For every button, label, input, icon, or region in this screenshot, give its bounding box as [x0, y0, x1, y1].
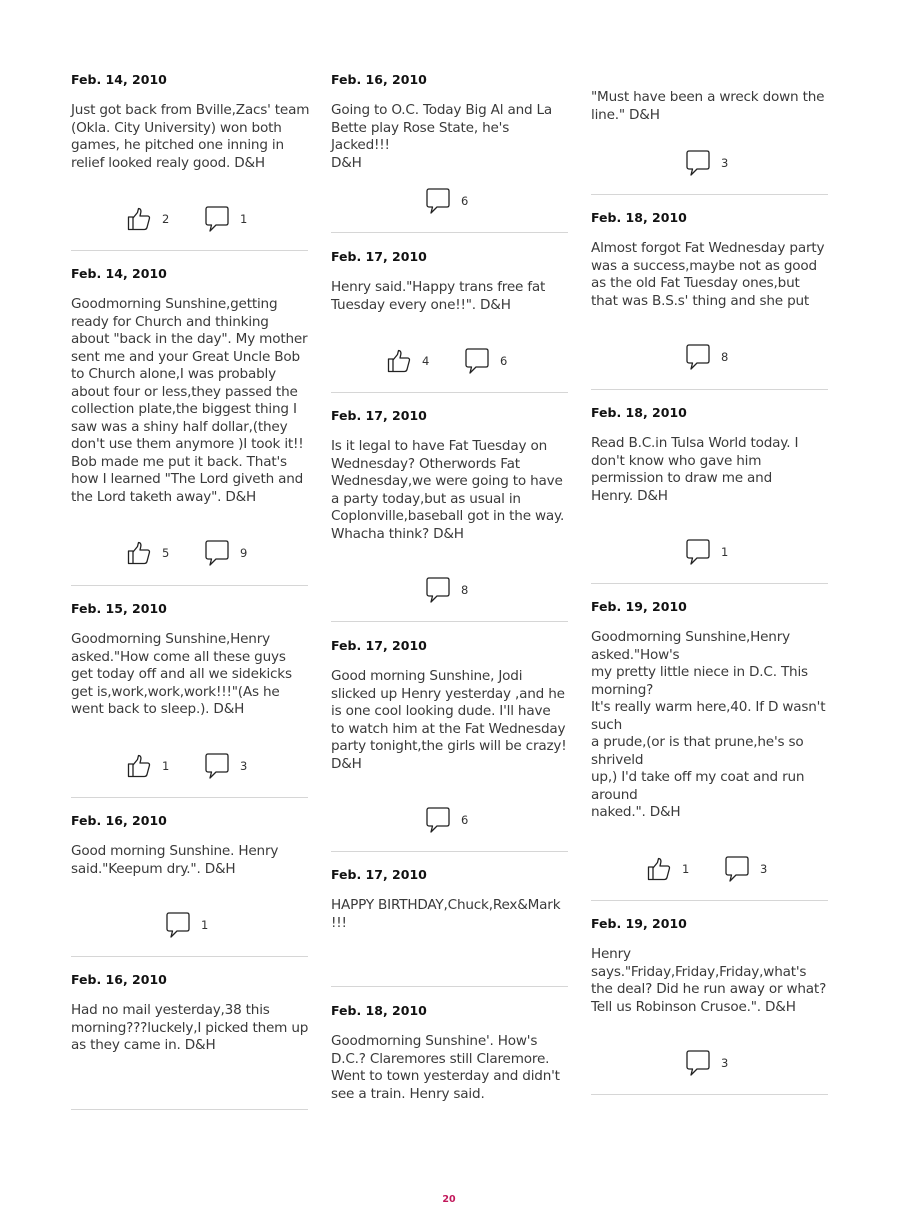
- post-reactions: [71, 206, 308, 232]
- comment-count: 8: [721, 350, 729, 364]
- divider: [591, 900, 828, 901]
- post-text: Goodmorning Sunshine'. How's D.C.? Claremores still Claremore. Went to town yesterday and didn't see a train. Henry said.: [331, 1033, 560, 1102]
- divider: [71, 250, 308, 251]
- divider: [591, 194, 828, 195]
- comment-count: 6: [461, 194, 469, 208]
- post-date: Feb. 17, 2010: [331, 408, 427, 423]
- post-date: Feb. 16, 2010: [331, 72, 427, 87]
- post-text: Just got back from Bville,Zacs' team (Okla. City University) won both games, he pitched one inning in relief looked realy good. D&H: [71, 102, 310, 171]
- post-text: Read B.C.in Tulsa World today. I don't know who gave him permission to draw me and Henry. D&H: [591, 435, 799, 504]
- like-button[interactable]: [127, 540, 169, 566]
- comment-bubble-icon: [725, 856, 749, 882]
- divider: [71, 956, 308, 957]
- comment-button[interactable]: [426, 188, 468, 214]
- post-date: Feb. 18, 2010: [591, 210, 687, 225]
- comment-button[interactable]: [166, 912, 208, 938]
- like-button[interactable]: [127, 753, 169, 779]
- comment-count: 6: [500, 354, 508, 368]
- comment-button[interactable]: [426, 577, 468, 603]
- post-text: "Must have been a wreck down the line." D&H: [591, 89, 825, 123]
- post-date: Feb. 16, 2010: [71, 972, 167, 987]
- comment-bubble-icon: [205, 540, 229, 566]
- comment-count: 3: [721, 156, 729, 170]
- comment-bubble-icon: [686, 1050, 710, 1076]
- comment-button[interactable]: [205, 206, 247, 232]
- post-reactions: [591, 1050, 828, 1076]
- post-date: Feb. 14, 2010: [71, 266, 167, 281]
- like-count: 1: [682, 862, 690, 876]
- like-count: 4: [422, 354, 430, 368]
- like-count: 5: [162, 546, 170, 560]
- post-reactions: [331, 348, 568, 374]
- thumbs-up-icon: [127, 207, 151, 231]
- comment-button[interactable]: [205, 540, 247, 566]
- comment-button[interactable]: [686, 150, 728, 176]
- post-text: Goodmorning Sunshine,Henry asked."How's my pretty little niece in D.C. This morning? It's really warm here,40. If D wasn't such a prude,(or is that prune,he's so shriveld up,) I'd take off my coat and run around naked.". D&H: [591, 629, 826, 820]
- comment-count: 1: [240, 212, 248, 226]
- post-reactions: [331, 188, 568, 214]
- comment-count: 3: [760, 862, 768, 876]
- post-text: Henry says."Friday,Friday,Friday,what's the deal? Did he run away or what? Tell us Robinson Crusoe.". D&H: [591, 946, 827, 1015]
- comment-bubble-icon: [465, 348, 489, 374]
- comment-count: 1: [201, 918, 209, 932]
- comment-bubble-icon: [205, 753, 229, 779]
- post-reactions: [71, 540, 308, 566]
- divider: [331, 851, 568, 852]
- divider: [71, 585, 308, 586]
- comment-button[interactable]: [686, 539, 728, 565]
- comment-count: 1: [721, 545, 729, 559]
- post-text: Goodmorning Sunshine,Henry asked."How come all these guys get today off and all we sidekicks get is,work,work,work!!!"(As he went back to sleep.). D&H: [71, 631, 292, 717]
- post-text: Had no mail yesterday,38 this morning???luckely,I picked them up as they came in. D&H: [71, 1002, 309, 1053]
- post-reactions: [591, 344, 828, 370]
- post-date: Feb. 19, 2010: [591, 916, 687, 931]
- post-text: HAPPY BIRTHDAY,Chuck,Rex&Mark !!!: [331, 897, 561, 931]
- post-text: Almost forgot Fat Wednesday party was a success,maybe not as good as the old Fat Tuesday ones,but that was B.S.s' thing and she put: [591, 240, 825, 309]
- post-date: Feb. 15, 2010: [71, 601, 167, 616]
- post-text: Goodmorning Sunshine,getting ready for Church and thinking about "back in the day". My mother sent me and your Great Uncle Bob to Church alone,I was probably about four or less,they passed the collection plate,the biggest thing I saw was a shiny half dollar,(they don't use them anymore )I took it!! Bob made me put it back. That's how I learned "The Lord giveth and the Lord taketh away". D&H: [71, 296, 308, 505]
- post-date: Feb. 16, 2010: [71, 813, 167, 828]
- like-count: 1: [162, 759, 170, 773]
- comment-count: 3: [240, 759, 248, 773]
- divider: [331, 232, 568, 233]
- comment-bubble-icon: [426, 577, 450, 603]
- comment-count: 8: [461, 583, 469, 597]
- divider: [591, 389, 828, 390]
- post-date: Feb. 18, 2010: [331, 1003, 427, 1018]
- post-date: Feb. 17, 2010: [331, 867, 427, 882]
- post-text: Good morning Sunshine. Henry said."Keepum dry.". D&H: [71, 843, 279, 877]
- post-date: Feb. 17, 2010: [331, 249, 427, 264]
- post-reactions: [71, 753, 308, 779]
- post-text: Henry said."Happy trans free fat Tuesday every one!!". D&H: [331, 279, 546, 313]
- post-date: Feb. 18, 2010: [591, 405, 687, 420]
- comment-button[interactable]: [205, 753, 247, 779]
- thumbs-up-icon: [387, 349, 411, 373]
- thumbs-up-icon: [647, 857, 671, 881]
- divider: [71, 1109, 308, 1110]
- post-reactions: [591, 150, 828, 176]
- post-text: Good morning Sunshine, Jodi slicked up Henry yesterday ,and he is one cool looking dude. I'll have to watch him at the Fat Wednesday party tonight,the girls will be crazy! D&H: [331, 668, 567, 772]
- post-date: Feb. 14, 2010: [71, 72, 167, 87]
- comment-count: 6: [461, 813, 469, 827]
- comment-button[interactable]: [725, 856, 767, 882]
- post-text: Going to O.C. Today Big Al and La Bette play Rose State, he's Jacked!!! D&H: [331, 102, 553, 171]
- divider: [71, 797, 308, 798]
- post-text: Is it legal to have Fat Tuesday on Wednesday? Otherwords Fat Wednesday,we were going to have a party today,but as usual in Coplonville,baseball got in the way. Whacha think? D&H: [331, 438, 565, 542]
- like-button[interactable]: [387, 348, 429, 374]
- like-count: 2: [162, 212, 170, 226]
- like-button[interactable]: [647, 856, 689, 882]
- comment-bubble-icon: [166, 912, 190, 938]
- thumbs-up-icon: [127, 754, 151, 778]
- comment-bubble-icon: [686, 344, 710, 370]
- page-number: 20: [442, 1194, 456, 1205]
- comment-bubble-icon: [426, 188, 450, 214]
- comment-button[interactable]: [686, 344, 728, 370]
- comment-button[interactable]: [465, 348, 507, 374]
- post-reactions: [591, 856, 828, 882]
- divider: [331, 986, 568, 987]
- divider: [331, 621, 568, 622]
- comment-bubble-icon: [686, 539, 710, 565]
- post-reactions: [591, 539, 828, 565]
- comment-button[interactable]: [686, 1050, 728, 1076]
- post-date: Feb. 19, 2010: [591, 599, 687, 614]
- thumbs-up-icon: [127, 541, 151, 565]
- post-date: Feb. 17, 2010: [331, 638, 427, 653]
- comment-bubble-icon: [205, 206, 229, 232]
- comment-count: 3: [721, 1056, 729, 1070]
- divider: [591, 583, 828, 584]
- comment-bubble-icon: [426, 807, 450, 833]
- comment-bubble-icon: [686, 150, 710, 176]
- post-reactions: [71, 912, 308, 938]
- like-button[interactable]: [127, 206, 169, 232]
- comment-button[interactable]: [426, 807, 468, 833]
- divider: [331, 392, 568, 393]
- comment-count: 9: [240, 546, 248, 560]
- post-reactions: [331, 577, 568, 603]
- post-reactions: [331, 807, 568, 833]
- divider: [591, 1094, 828, 1095]
